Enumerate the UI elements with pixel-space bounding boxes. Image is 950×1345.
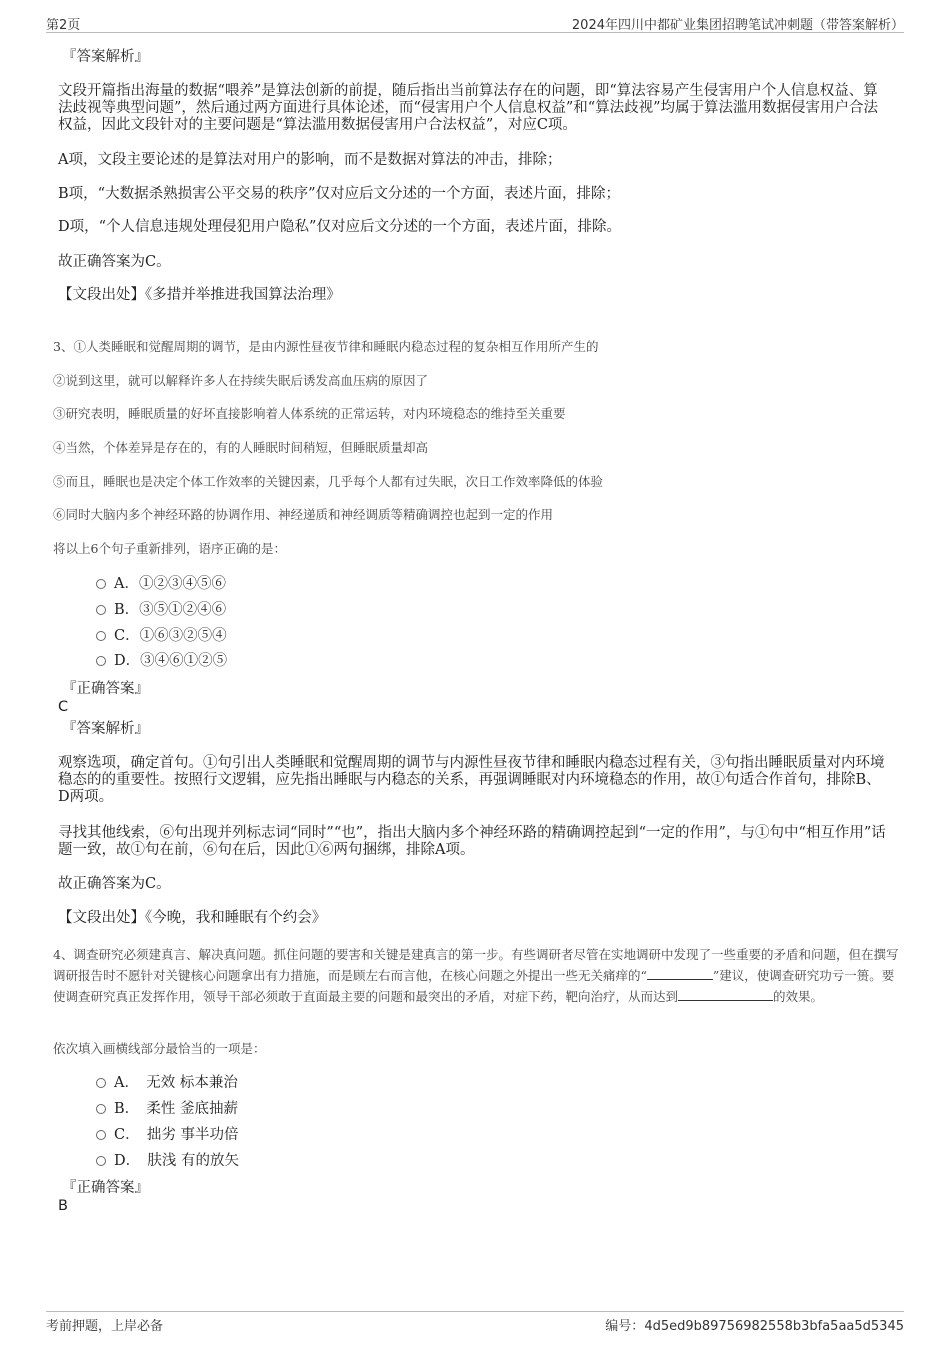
q2-analysis-para-3: B项，“大数据杀熟损害公平交易的秩序”仅对应后文分述的一个方面，表述片面，排除； (58, 186, 620, 202)
q3-stem-5: ⑤而且，睡眠也是决定个体工作效率的关键因素，几乎每个人都有过失眠，次日工作效率降低的体验 (53, 474, 604, 489)
q3-stem-2: ②说到这里，就可以解释许多人在持续失眠后诱发高血压病的原因了 (53, 373, 429, 388)
q3-stem-3: ③研究表明，睡眠质量的好坏直接影响着人体系统的正常运转，对内环境稳态的维持至关重要 (53, 406, 566, 421)
q4-option-c[interactable]: C． 拙劣 事半功倍 (96, 1125, 238, 1145)
q3-source: 【文段出处】《今晚，我和睡眠有个约会》 (58, 910, 327, 926)
radio-icon[interactable] (96, 656, 106, 666)
q3-analysis-para-2: 寻找其他线索，⑥句出现并列标志词“同时”“也”，指出大脑内多个神经环路的精确调控起到“一定的作用”，与①句中“相互作用”话题一致，故①句在前，⑥句在后，因此①⑥两句捆绑，排除A项。 (58, 825, 886, 858)
q4-option-b[interactable]: B． 柔性 釜底抽薪 (96, 1099, 238, 1119)
q3-option-b[interactable]: B．③⑤①②④⑥ (96, 600, 226, 620)
footer-slogan: 考前押题，上岸必备 (46, 1319, 164, 1334)
q3-stem-6: ⑥同时大脑内多个神经环路的协调作用、神经递质和神经调质等精确调控也起到一定的作用 (53, 507, 554, 522)
page-footer (46, 1311, 904, 1332)
radio-icon[interactable] (96, 631, 106, 641)
q4-prompt: 依次填入画横线部分最恰当的一项是： (53, 1041, 266, 1056)
radio-icon[interactable] (96, 1156, 106, 1166)
page-number: 第2页 (46, 18, 81, 33)
q4-option-a[interactable]: A． 无效 标本兼治 (96, 1073, 238, 1093)
document-title: 2024年四川中都矿业集团招聘笔试冲刺题（带答案解析） (571, 18, 904, 33)
q3-stem-4: ④当然，个体差异是存在的，有的人睡眠时间稍短，但睡眠质量却高 (53, 440, 429, 455)
q2-analysis-para-2: A项，文段主要论述的是算法对用户的影响，而不是数据对算法的冲击，排除； (58, 152, 562, 168)
radio-icon[interactable] (96, 1078, 106, 1088)
q2-analysis-label: 『答案解析』 (62, 49, 149, 65)
q2-source: 【文段出处】《多措并举推进我国算法治理》 (58, 287, 341, 303)
q4-answer-label: 『正确答案』 (62, 1180, 149, 1196)
q2-analysis-para-1: 文段开篇指出海量的数据“喂养”是算法创新的前提，随后指出当前算法存在的问题，即“算法容易产生侵害用户个人信息权益、算法歧视等典型问题”，然后通过两方面进行具体论述，而“侵害用户个人信息权益”和“算法歧视”均属于算法滥用数据侵害用户合法权益，因此文段针对的主要问题是“算法滥用数据侵害用户合法权益”，对应C项。 (58, 83, 879, 133)
q4-blank-1 (647, 967, 713, 980)
page-header (46, 12, 904, 33)
q4-answer: B (58, 1198, 68, 1214)
q3-option-a[interactable]: A．①②③④⑤⑥ (96, 574, 226, 594)
q2-analysis-para-4: D项，“个人信息违规处理侵犯用户隐私”仅对应后文分述的一个方面，表述片面，排除。 (58, 219, 621, 235)
q2-analysis-conclusion: 故正确答案为C。 (58, 254, 171, 270)
radio-icon[interactable] (96, 1130, 106, 1140)
q4-stem: 4、调查研究必须建真言、解决真问题。抓住问题的要害和关键是建真言的第一步。有些调研者尽管在实地调研中发现了一些重要的矛盾和问题，但在撰写调研报告时不愿针对关键核心问题拿出有力措施，而是顾左右而言他，在核心问题之外提出一些无关痛痒的“ ”建议，使调查研究功亏一篑。要使调查研究真正发挥作用，领导干部必须敢于直面最主要的问题和最突出的矛盾，对症下药，靶向治疗，从而达到 的效果。 (53, 947, 899, 1004)
q3-option-c[interactable]: C．①⑥③②⑤④ (96, 626, 227, 646)
q3-answer-label: 『正确答案』 (62, 681, 149, 697)
radio-icon[interactable] (96, 1104, 106, 1114)
q3-answer: C (58, 699, 69, 715)
q3-option-d[interactable]: D．③④⑥①②⑤ (96, 651, 227, 671)
q3-analysis-para-1: 观察选项，确定首句。①句引出人类睡眠和觉醒周期的调节与内源性昼夜节律和睡眠内稳态过程有关，③句指出睡眠质量对内环境稳态的的重要性。按照行文逻辑，应先指出睡眠与内稳态的关系，再强调睡眠对内环境稳态的作用，故①句适合作首句，排除B、D两项。 (58, 755, 885, 805)
q3-prompt: 将以上6个句子重新排列，语序正确的是： (53, 541, 286, 556)
q4-option-d[interactable]: D． 肤浅 有的放矢 (96, 1151, 239, 1171)
q4-blank-2 (678, 988, 773, 1001)
document-code: 编号：4d5ed9b89756982558b3bfa5aa5d5345 (605, 1319, 904, 1334)
q3-analysis-label: 『答案解析』 (62, 721, 149, 737)
radio-icon[interactable] (96, 605, 106, 615)
radio-icon[interactable] (96, 579, 106, 589)
q3-analysis-conclusion: 故正确答案为C。 (58, 876, 171, 892)
q3-stem-1: 3、①人类睡眠和觉醒周期的调节，是由内源性昼夜节律和睡眠内稳态过程的复杂相互作用所产生的 (53, 339, 599, 354)
